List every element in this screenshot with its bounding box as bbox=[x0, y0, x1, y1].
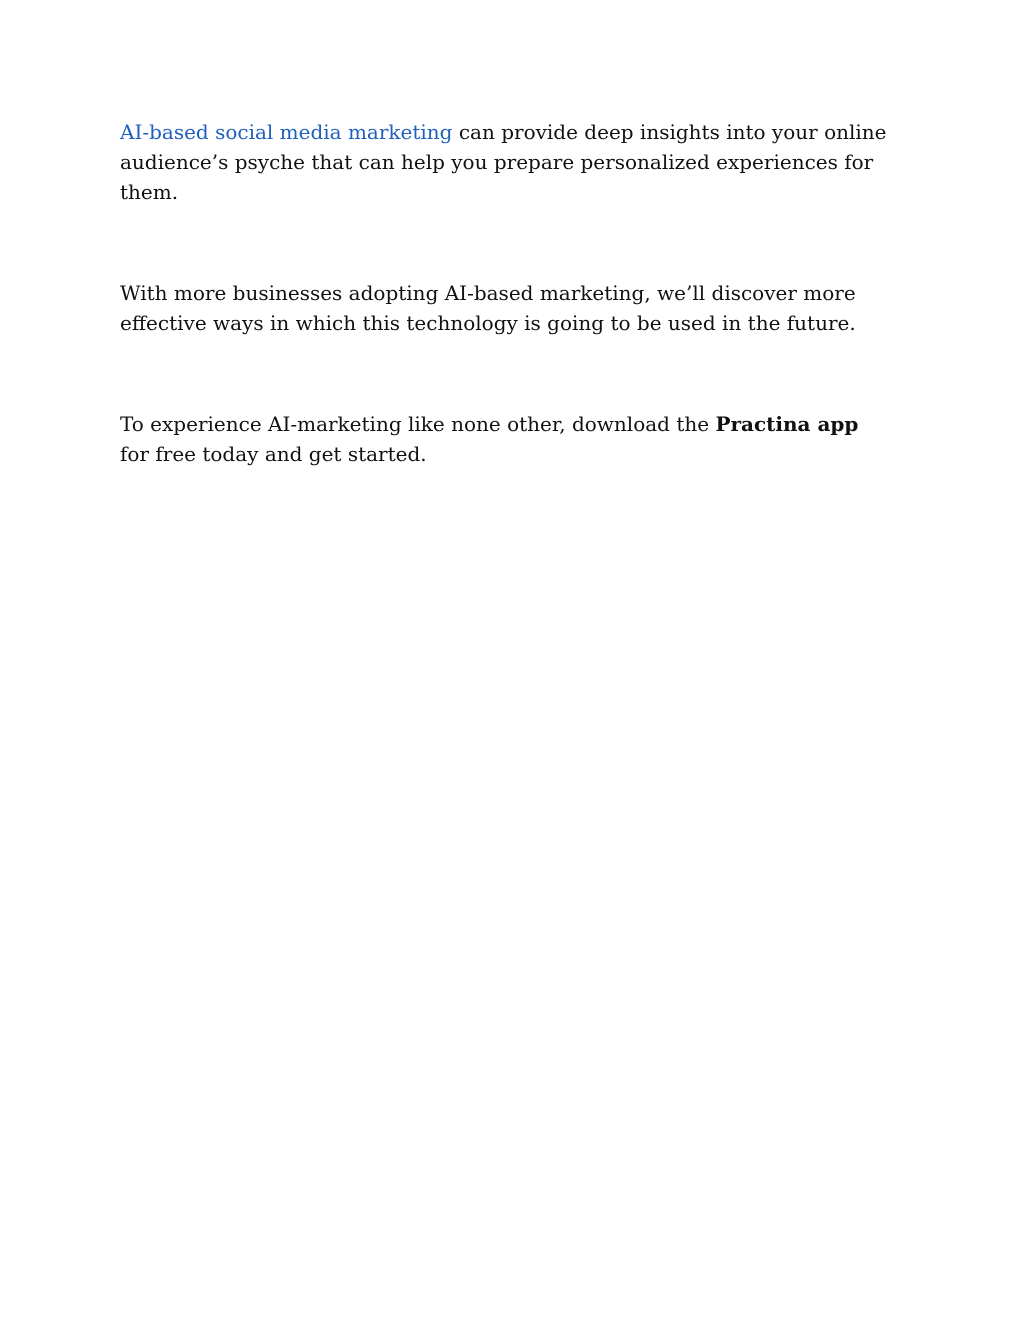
paragraph-2-text: With more businesses adopting AI-based marketing, we’ll discover more effective ways in which this technology is going to be used in the future. bbox=[120, 281, 856, 335]
paragraph-1-text: can provide deep insights into your online audience’s psyche that can help you prepare personalized experiences for them. bbox=[120, 120, 887, 204]
document-body bbox=[120, 117, 890, 469]
paragraph-3-text-after: for free today and get started. bbox=[120, 442, 427, 466]
paragraph-3-text-before: To experience AI-marketing like none other, download the bbox=[120, 412, 716, 436]
paragraph-adoption bbox=[120, 278, 890, 338]
paragraph-ai-insights bbox=[120, 117, 890, 207]
practina-app-name: Practina app bbox=[715, 412, 859, 436]
ai-social-media-marketing-link[interactable]: AI-based social media marketing bbox=[120, 120, 453, 144]
paragraph-call-to-action bbox=[120, 409, 890, 469]
